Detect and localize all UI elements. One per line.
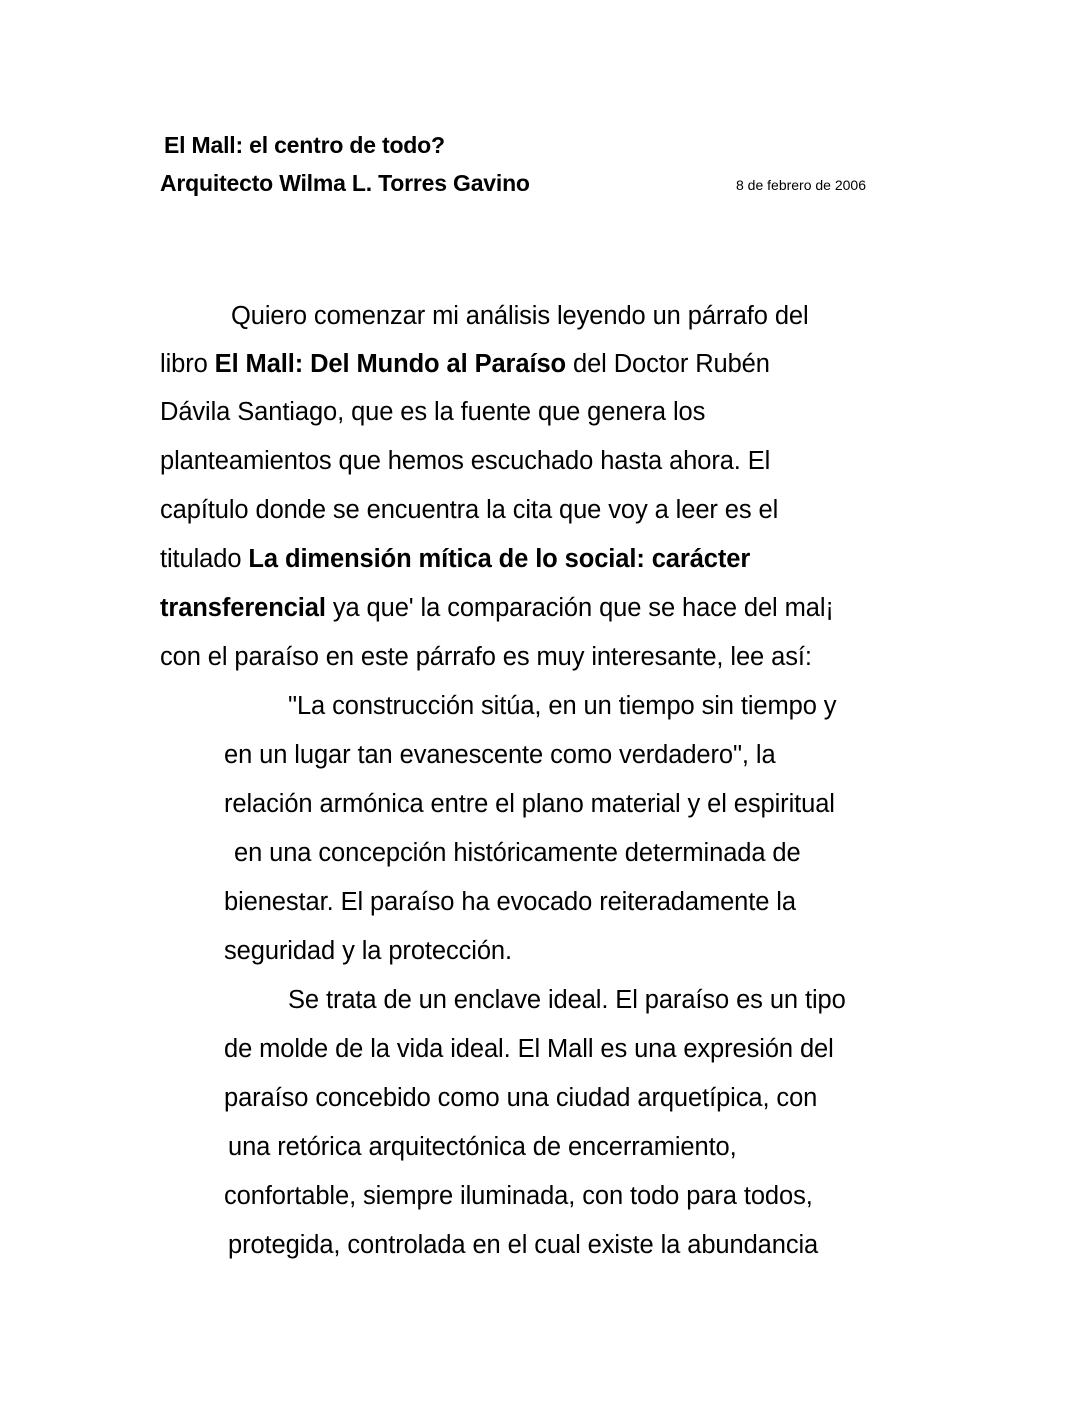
chapter-title-cont: transferencial (160, 594, 326, 622)
quote-line: "La construcción sitúa, en un tiempo sin tiempo y (288, 692, 837, 720)
paragraph-line (160, 594, 834, 623)
document-title: El Mall: el centro de todo? (164, 132, 445, 158)
author-line: Arquitecto Wilma L. Torres Gavino (160, 170, 530, 196)
paragraph-line (160, 350, 770, 379)
quote-line: de molde de la vida ideal. El Mall es una expresión del (224, 1035, 834, 1063)
quote-line: paraíso concebido como una ciudad arquetípica, con (224, 1084, 818, 1112)
quote-line: bienestar. El paraíso ha evocado reiteradamente la (224, 888, 796, 916)
paragraph-text: libro (160, 350, 215, 378)
quote-line: una retórica arquitectónica de encerramiento, (228, 1133, 737, 1161)
quote-line: en una concepción históricamente determinada de (234, 839, 801, 867)
chapter-title: La dimensión mítica de lo social: carácter (248, 545, 751, 573)
paragraph-line: capítulo donde se encuentra la cita que voy a leer es el (160, 496, 779, 524)
quote-line: relación armónica entre el plano material y el espiritual (224, 790, 835, 818)
paragraph-text: del Doctor Rubén (566, 350, 770, 378)
quote-line: confortable, siempre iluminada, con todo para todos, (224, 1182, 813, 1210)
quote-line: en un lugar tan evanescente como verdadero", la (224, 741, 776, 769)
paragraph-line: con el paraíso en este párrafo es muy interesante, lee así: (160, 643, 812, 671)
paragraph-line: Dávila Santiago, que es la fuente que genera los (160, 398, 706, 426)
paragraph-line: planteamientos que hemos escuchado hasta ahora. El (160, 447, 771, 475)
paragraph-line (160, 545, 750, 574)
document-date: 8 de febrero de 2006 (736, 177, 866, 193)
quote-line: Se trata de un enclave ideal. El paraíso es un tipo (288, 986, 846, 1014)
paragraph-text: ya que' la comparación que se hace del mal¡ (325, 594, 834, 622)
paragraph-text: titulado (160, 545, 249, 573)
paragraph-line: Quiero comenzar mi análisis leyendo un párrafo del (231, 302, 809, 330)
book-title: El Mall: Del Mundo al Paraíso (214, 350, 567, 378)
quote-line: seguridad y la protección. (224, 937, 512, 965)
quote-line: protegida, controlada en el cual existe la abundancia (228, 1231, 819, 1259)
